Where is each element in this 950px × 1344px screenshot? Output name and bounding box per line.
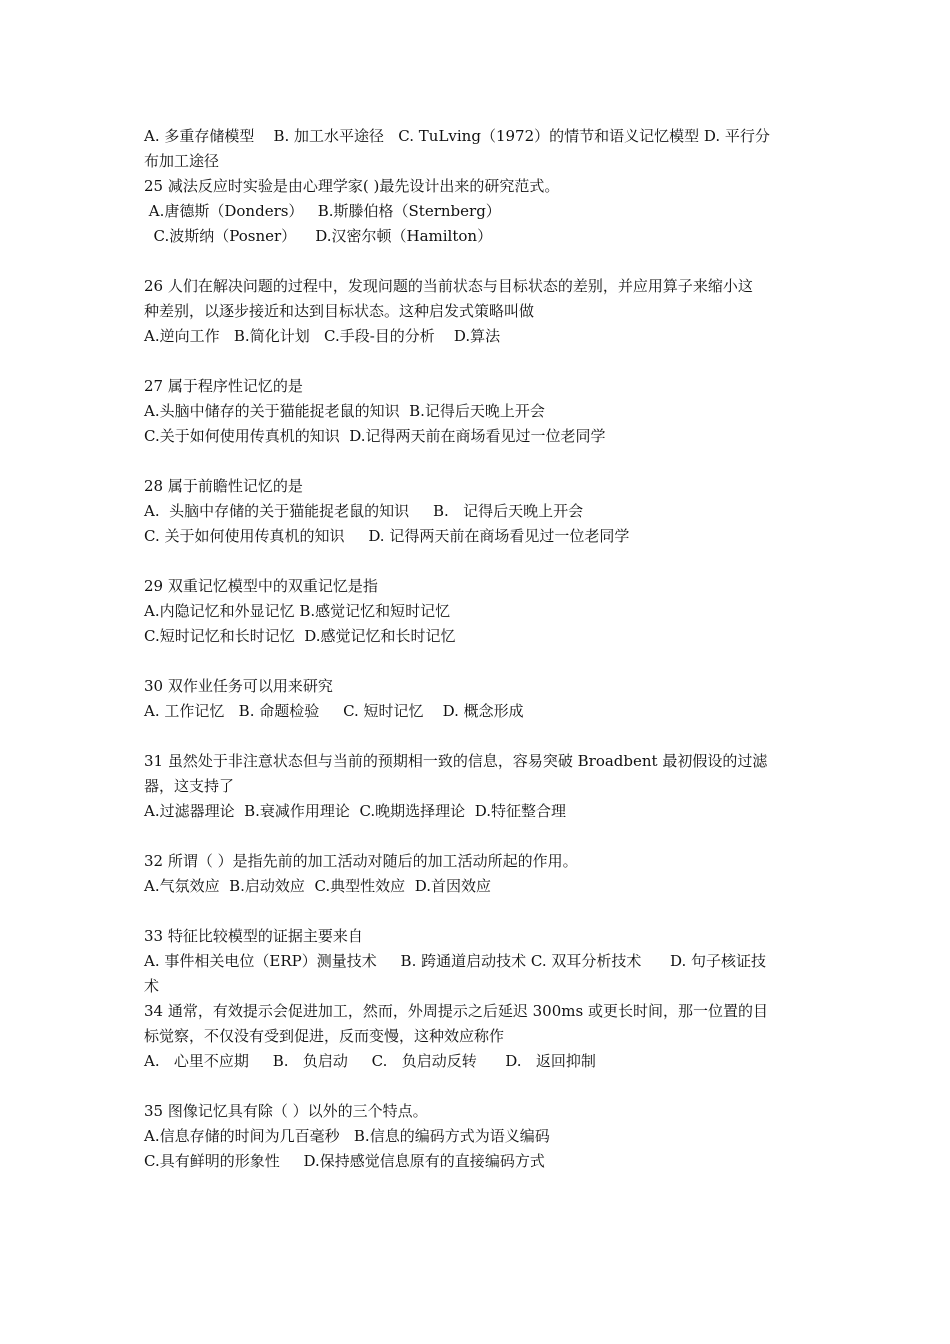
question-28-options-line-1: A. 头脑中存储的关于猫能捉老鼠的知识 B. 记得后天晚上开会	[144, 502, 584, 520]
question-31-stem-line-1: 31 虽然处于非注意状态但与当前的预期相一致的信息，容易突破 Broadbent 最初假设的过滤	[144, 752, 768, 770]
question-32-stem: 32 所谓（ ）是指先前的加工活动对随后的加工活动所起的作用。	[144, 852, 578, 870]
question-30-stem: 30 双作业任务可以用来研究	[144, 677, 333, 695]
spacer	[144, 249, 814, 274]
question-27-stem: 27 属于程序性记忆的是	[144, 377, 303, 395]
question-28-stem: 28 属于前瞻性记忆的是	[144, 477, 303, 495]
question-29-options-line-2: C.短时记忆和长时记忆 D.感觉记忆和长时记忆	[144, 627, 456, 645]
question-26-stem-line-1: 26 人们在解决问题的过程中，发现问题的当前状态与目标状态的差别，并应用算子来缩小这	[144, 277, 753, 295]
question-30-options: A. 工作记忆 B. 命题检验 C. 短时记忆 D. 概念形成	[144, 702, 524, 720]
question-29-stem: 29 双重记忆模型中的双重记忆是指	[144, 577, 378, 595]
spacer	[144, 649, 814, 674]
question-33-stem: 33 特征比较模型的证据主要来自	[144, 927, 363, 945]
question-34-stem-line-2: 标觉察，不仅没有受到促进，反而变慢，这种效应称作	[144, 1027, 505, 1045]
question-34-stem-line-1: 34 通常，有效提示会促进加工，然而，外周提示之后延迟 300ms 或更长时间，那一位置的目	[144, 1002, 768, 1020]
question-27-options-line-2: C.关于如何使用传真机的知识 D.记得两天前在商场看见过一位老同学	[144, 427, 606, 445]
question-26-options: A.逆向工作 B.简化计划 C.手段-目的分析 D.算法	[144, 327, 501, 345]
question-24-options-line-2: 布加工途径	[144, 152, 220, 170]
question-31-stem-line-2: 器，这支持了	[144, 777, 235, 795]
document-page	[144, 124, 814, 1174]
question-28-options-line-2: C. 关于如何使用传真机的知识 D. 记得两天前在商场看见过一位老同学	[144, 527, 630, 545]
spacer	[144, 449, 814, 474]
question-35-stem: 35 图像记忆具有除（ ）以外的三个特点。	[144, 1102, 428, 1120]
question-25-stem: 25 减法反应时实验是由心理学家( )最先设计出来的研究范式。	[144, 177, 560, 195]
question-29-options-line-1: A.内隐记忆和外显记忆 B.感觉记忆和短时记忆	[144, 602, 451, 620]
spacer	[144, 349, 814, 374]
question-26-stem-line-2: 种差别，以逐步接近和达到目标状态。这种启发式策略叫做	[144, 302, 535, 320]
question-33-options-line-1: A. 事件相关电位（ERP）测量技术 B. 跨通道启动技术 C. 双耳分析技术 D. 句子核证技	[144, 952, 766, 970]
question-34-options: A. 心里不应期 B. 负启动 C. 负启动反转 D. 返回抑制	[144, 1052, 596, 1070]
question-25-options-line-1: A.唐德斯（Donders） B.斯滕伯格（Sternberg）	[144, 202, 501, 220]
question-35-options-line-1: A.信息存储的时间为几百毫秒 B.信息的编码方式为语义编码	[144, 1127, 550, 1145]
spacer	[144, 724, 814, 749]
spacer	[144, 549, 814, 574]
question-25-options-line-2: C.波斯纳（Posner） D.汉密尔顿（Hamilton）	[144, 227, 493, 245]
question-24-options-line-1: A. 多重存储模型 B. 加工水平途径 C. TuLving（1972）的情节和语义记忆模型 D. 平行分	[144, 127, 770, 145]
question-35-options-line-2: C.具有鲜明的形象性 D.保持感觉信息原有的直接编码方式	[144, 1152, 545, 1170]
spacer	[144, 1074, 814, 1099]
question-27-options-line-1: A.头脑中储存的关于猫能捉老鼠的知识 B.记得后天晚上开会	[144, 402, 545, 420]
question-33-options-line-2: 术	[144, 977, 160, 995]
spacer	[144, 824, 814, 849]
question-31-options: A.过滤器理论 B.衰减作用理论 C.晚期选择理论 D.特征整合理	[144, 802, 566, 820]
spacer	[144, 899, 814, 924]
question-32-options: A.气氛效应 B.启动效应 C.典型性效应 D.首因效应	[144, 877, 491, 895]
